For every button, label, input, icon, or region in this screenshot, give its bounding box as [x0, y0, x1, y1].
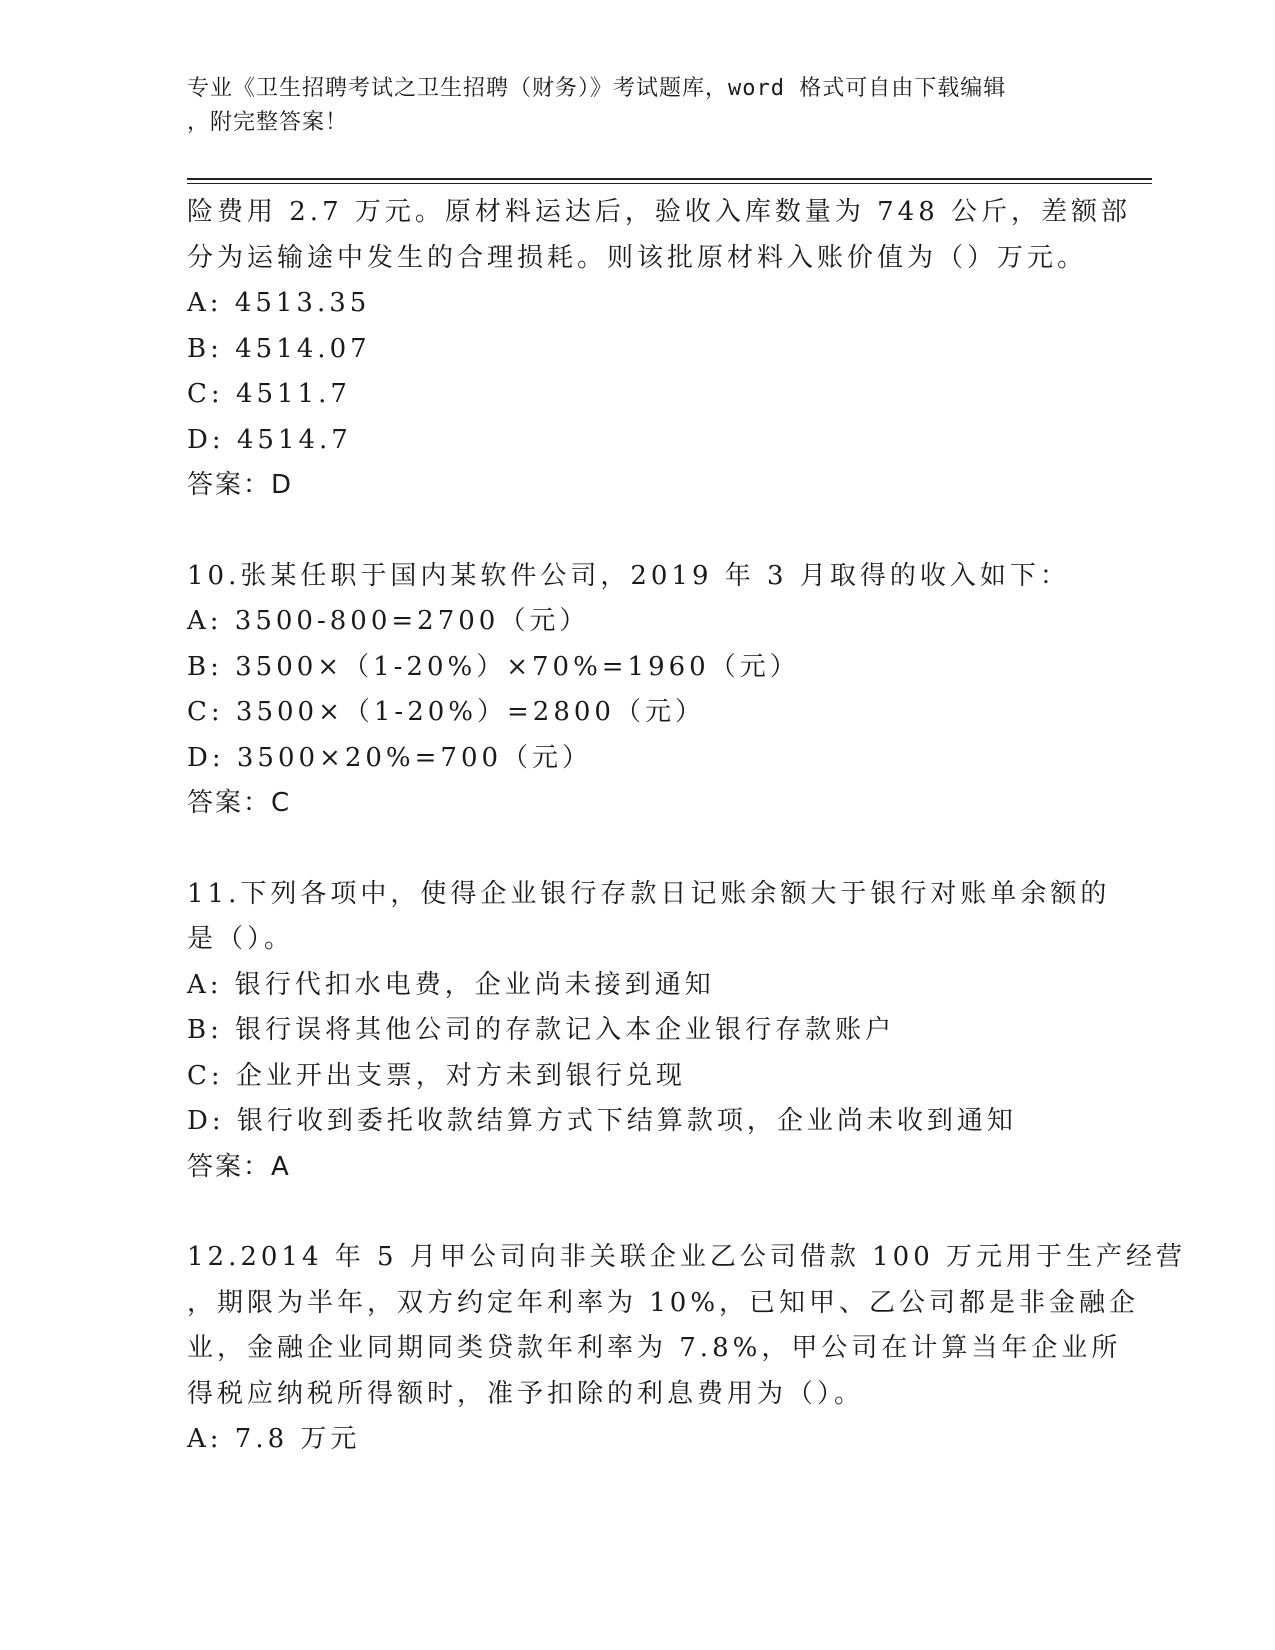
question-text: 分为运输途中发生的合理损耗。则该批原材料入账价值为（）万元。: [187, 242, 1088, 273]
question-text: 11.下列各项中，使得企业银行存款日记账余额大于银行对账单余额的: [187, 878, 1111, 909]
question-text: 业，金融企业同期同类贷款年利率为 7.8%，甲公司在计算当年企业所: [187, 1333, 1122, 1363]
option-a: A: 4513.35: [187, 288, 371, 318]
option-b: B: 4514.07: [187, 333, 371, 364]
question-12: [187, 1235, 1187, 1463]
answer: 答案：D: [187, 470, 294, 500]
option-c: C: 3500×（1-20%）=2800（元）: [187, 697, 705, 727]
option-d: D: 银行收到委托收款结算方式下结算款项，企业尚未收到通知: [187, 1106, 1017, 1136]
question-text: 是（）。: [187, 924, 295, 954]
spacer: [187, 1190, 1087, 1235]
option-a: A: 银行代扣水电费，企业尚未接到通知: [187, 969, 715, 1000]
option-d: D: 3500×20%=700（元）: [187, 742, 593, 773]
spacer: [187, 509, 1087, 554]
option-a: A: 3500-800=2700（元）: [187, 606, 590, 636]
option-b: B: 银行误将其他公司的存款记入本企业银行存款账户: [187, 1015, 896, 1045]
header-line-1: 专业《卫生招聘考试之卫生招聘（财务）》考试题库，word 格式可自由下载编辑: [187, 76, 1007, 101]
option-a: A: 7.8 万元: [187, 1424, 361, 1454]
option-b: B: 3500×（1-20%）×70%=1960（元）: [187, 651, 800, 682]
spacer: [187, 827, 1087, 872]
question-10: [187, 554, 1087, 827]
answer: 答案：A: [187, 1151, 291, 1182]
header-line-2: ，附完整答案！: [187, 110, 349, 135]
question-text: 险费用 2.7 万元。原材料运达后，验收入库数量为 748 公斤，差额部: [187, 197, 1132, 227]
option-c: C: 4511.7: [187, 379, 351, 409]
option-c: C: 企业开出支票，对方未到银行兑现: [187, 1060, 686, 1091]
question-list: [187, 190, 1187, 1463]
answer: 答案：C: [187, 788, 292, 818]
header-divider-thin: [187, 183, 1152, 184]
question-text: 12.2014 年 5 月甲公司向非关联企业乙公司借款 100 万元用于生产经营: [187, 1242, 1187, 1272]
question-text: ，期限为半年，双方约定年利率为 10%，已知甲、乙公司都是非金融企: [187, 1287, 1140, 1318]
question-text: 得税应纳税所得额时，准予扣除的利息费用为（）。: [187, 1378, 865, 1409]
header-divider-thick: [187, 178, 1152, 180]
page-header: [187, 72, 1067, 140]
question-11: [187, 872, 1111, 1191]
option-d: D: 4514.7: [187, 424, 352, 455]
question-text: 10.张某任职于国内某软件公司，2019 年 3 月取得的收入如下：: [187, 560, 1070, 591]
question-9: [187, 190, 1132, 509]
